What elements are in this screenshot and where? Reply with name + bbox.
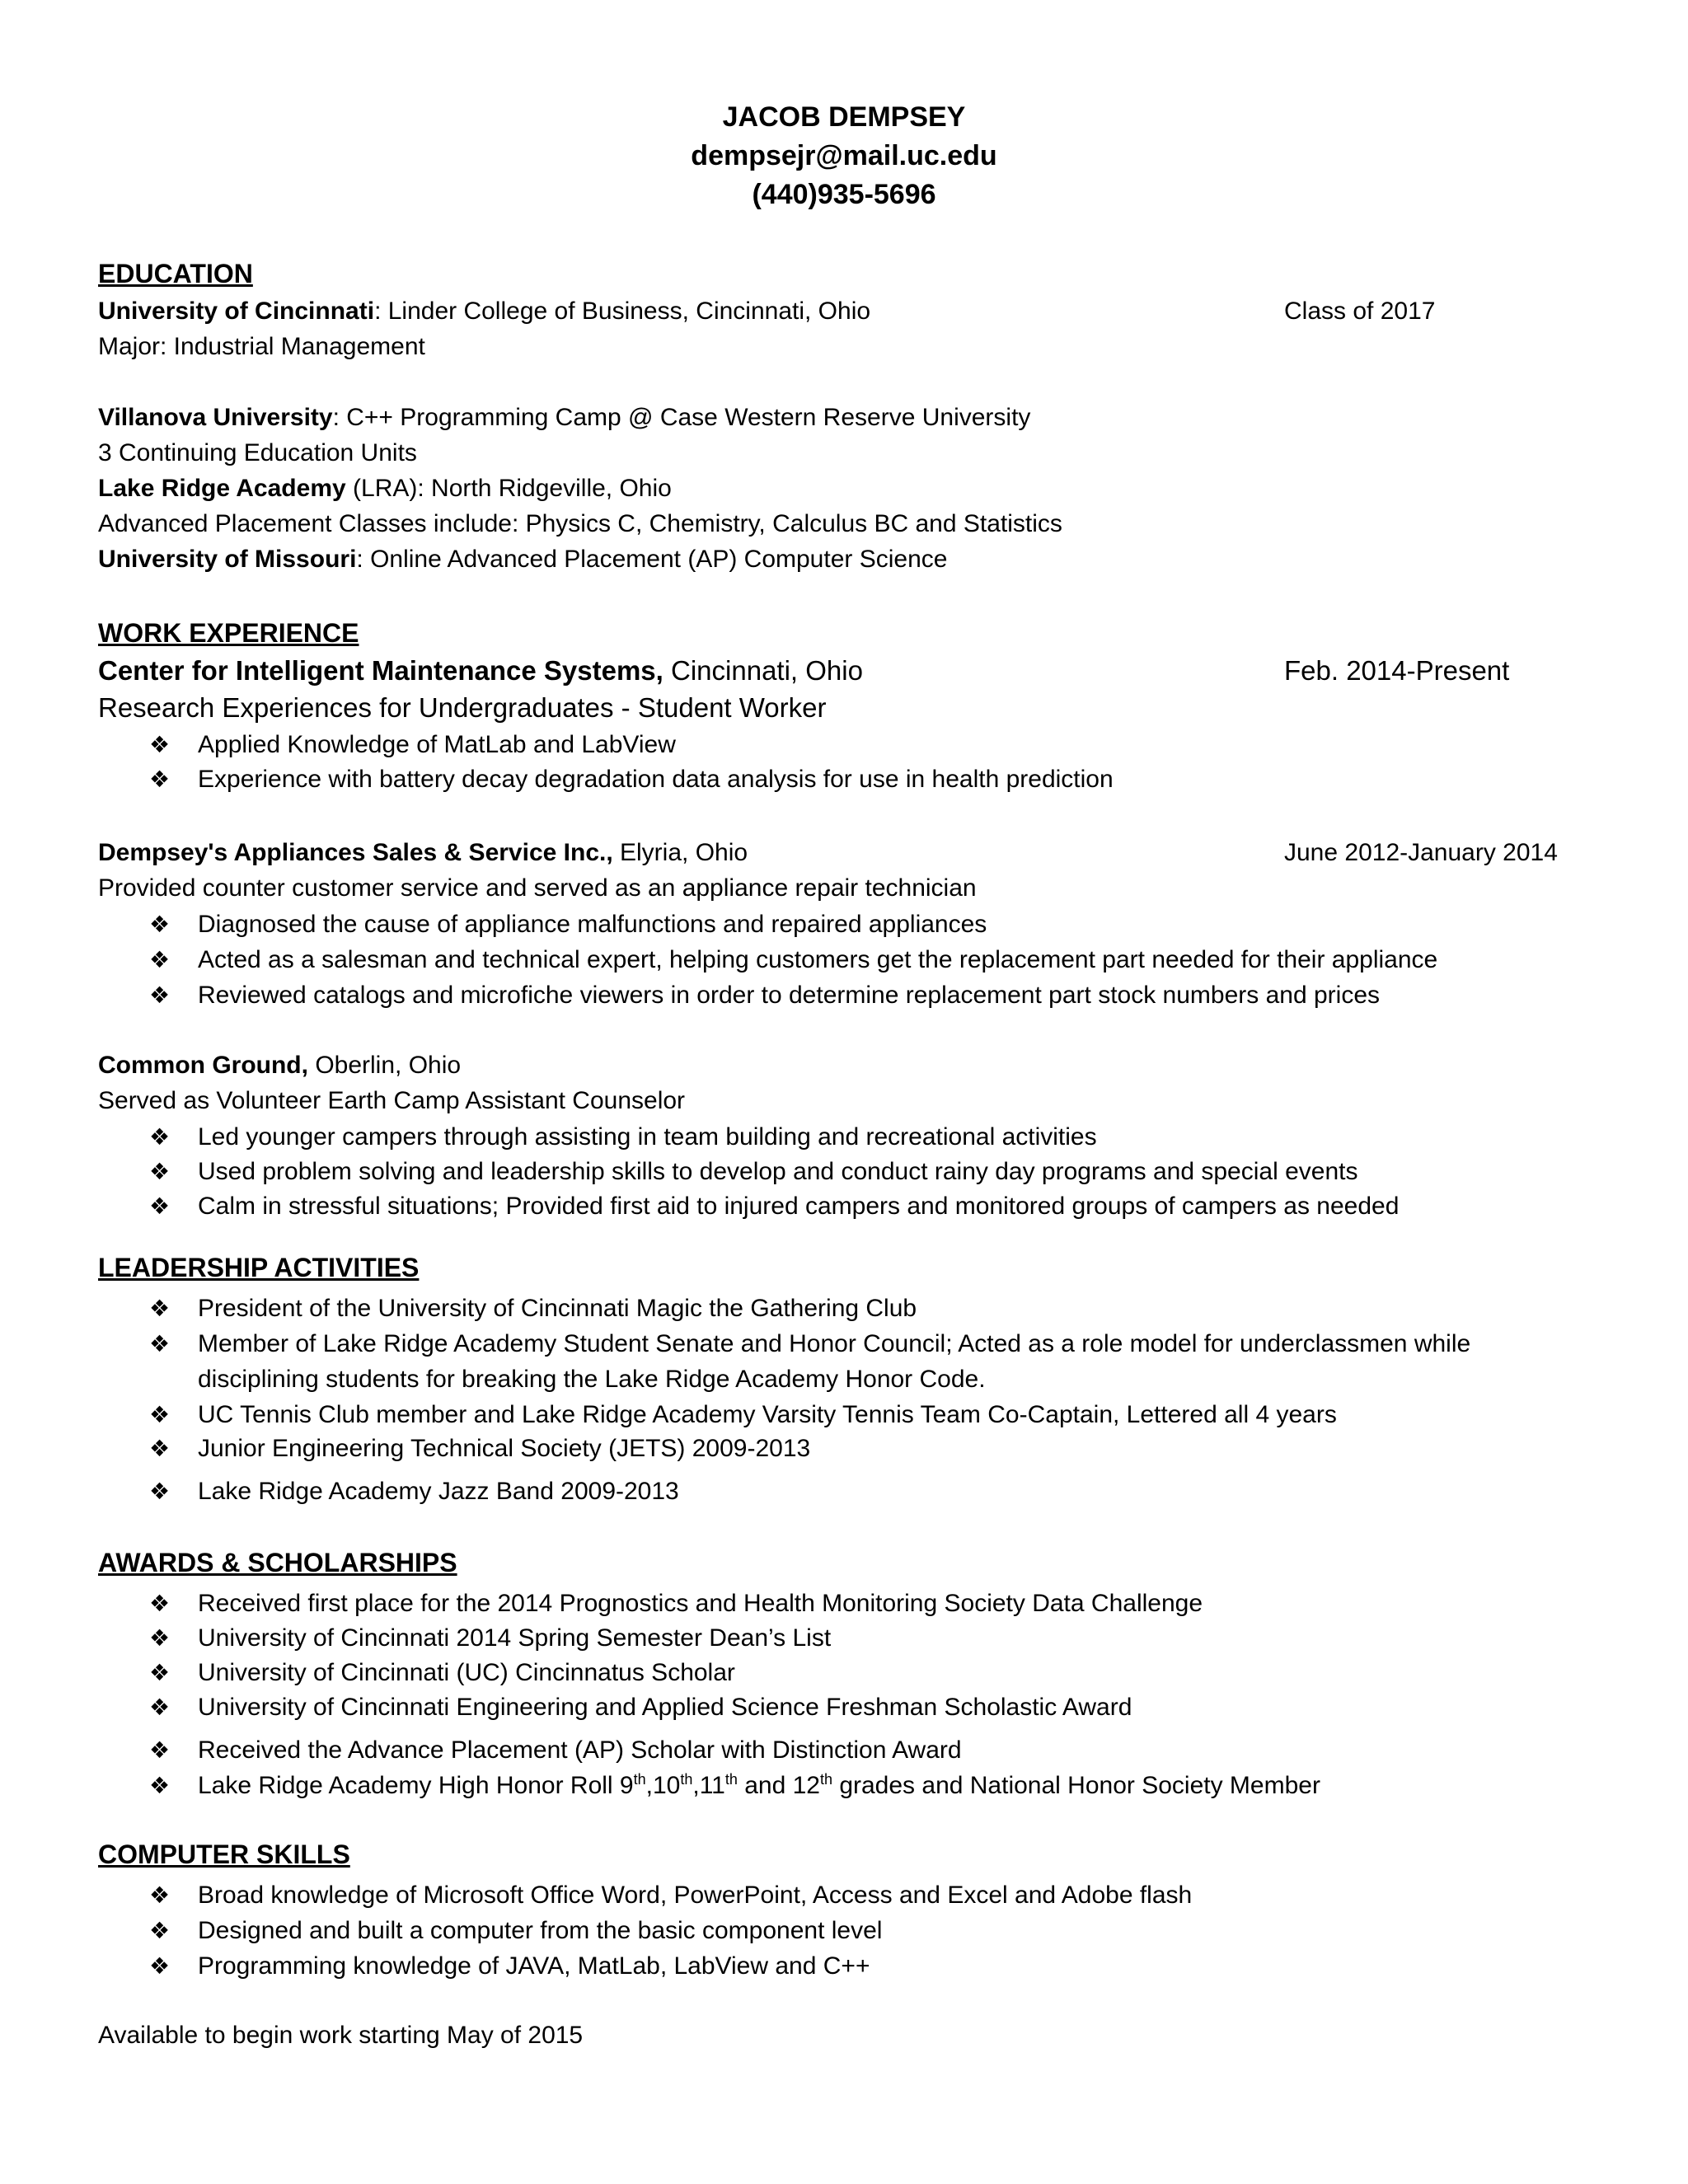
awards-bullet: University of Cincinnati Engineering and Applied Science Freshman Scholastic Award: [198, 1694, 1132, 1721]
job3-org: Common Ground,: [98, 1052, 308, 1079]
leadership-bullet: UC Tennis Club member and Lake Ridge Academy Varsity Tennis Team Co-Captain, Lettered all 4 years: [198, 1401, 1337, 1428]
education-heading: EDUCATION: [98, 259, 253, 288]
honor-roll-text: Lake Ridge Academy High Honor Roll 9: [198, 1772, 634, 1799]
honor-roll-text: ,10: [645, 1772, 681, 1799]
job1-role: Research Experiences for Undergraduates - Student Worker: [98, 692, 827, 723]
education-uc-line: [98, 295, 870, 328]
awards-bullet: University of Cincinnati (UC) Cincinnatus Scholar: [198, 1659, 735, 1686]
lra-detail: (LRA): North Ridgeville, Ohio: [345, 475, 672, 502]
bullet-icon: ❖: [149, 732, 171, 757]
education-mizzou-line: [98, 543, 947, 576]
leadership-bullet: Lake Ridge Academy Jazz Band 2009-2013: [198, 1478, 679, 1505]
bullet-icon: ❖: [149, 1625, 171, 1651]
major: Major: Industrial Management: [98, 333, 425, 360]
honor-roll-text: ,11: [692, 1772, 725, 1799]
bullet-icon: ❖: [149, 912, 171, 937]
job3-role: Served as Volunteer Earth Camp Assistant Counselor: [98, 1087, 686, 1114]
applicant-email: dempsejr@mail.uc.edu: [691, 140, 997, 171]
ap-classes: Advanced Placement Classes include: Physics C, Chemistry, Calculus BC and Statistics: [98, 510, 1062, 537]
bullet-icon: ❖: [149, 1193, 171, 1219]
bullet-icon: ❖: [149, 1296, 171, 1321]
job3-bullet: Calm in stressful situations; Provided first aid to injured campers and monitored groups of campers as needed: [198, 1193, 1400, 1220]
uc-detail: : Linder College of Business, Cincinnati, Ohio: [374, 298, 871, 325]
mizzou-school: University of Missouri: [98, 546, 357, 573]
uc-school: University of Cincinnati: [98, 298, 375, 325]
job1-date: Feb. 2014-Present: [1284, 655, 1510, 686]
bullet-icon: ❖: [149, 1918, 171, 1943]
ordinal-suffix: th: [819, 1771, 832, 1788]
bullet-icon: ❖: [149, 1660, 171, 1685]
job2-org: Dempsey's Appliances Sales & Service Inc.,: [98, 839, 613, 866]
bullet-icon: ❖: [149, 982, 171, 1008]
job3-location: Oberlin, Ohio: [307, 1052, 462, 1079]
availability-note: Available to begin work starting May of 2015: [98, 2022, 584, 2049]
villanova-detail: : C++ Programming Camp @ Case Western Reserve University: [332, 404, 1031, 431]
bullet-icon: ❖: [149, 947, 171, 972]
leadership-bullet: Member of Lake Ridge Academy Student Senate and Honor Council; Acted as a role model for underclassmen while disciplining students for breaking the Lake Ridge Academy Honor Code.: [198, 1330, 1471, 1393]
job2-bullet: Acted as a salesman and technical expert, helping customers get the replacement part needed for their appliance: [198, 946, 1438, 973]
job2-date: June 2012-January 2014: [1284, 839, 1558, 866]
job3-bullet: Led younger campers through assisting in team building and recreational activities: [198, 1123, 1097, 1151]
awards-bullet: University of Cincinnati 2014 Spring Semester Dean’s List: [198, 1624, 832, 1652]
job1-org: Center for Intelligent Maintenance Systems,: [98, 655, 663, 686]
job2-bullet: Reviewed catalogs and microfiche viewers in order to determine replacement part stock numbers and prices: [198, 982, 1381, 1009]
computer-bullet: Designed and built a computer from the basic component level: [198, 1917, 883, 1944]
awards-bullet: Received the Advance Placement (AP) Scholar with Distinction Award: [198, 1736, 962, 1764]
job1-line: [98, 654, 863, 687]
computer-heading: COMPUTER SKILLS: [98, 1840, 350, 1869]
bullet-icon: ❖: [149, 1591, 171, 1616]
job1-bullet: Experience with battery decay degradation data analysis for use in health prediction: [198, 766, 1114, 793]
job3-line: [98, 1049, 461, 1082]
bullet-icon: ❖: [149, 1124, 171, 1150]
ordinal-suffix: th: [633, 1771, 646, 1788]
uc-date: Class of 2017: [1284, 298, 1436, 325]
job1-bullet: Applied Knowledge of MatLab and LabView: [198, 731, 676, 758]
leadership-heading: LEADERSHIP ACTIVITIES: [98, 1253, 420, 1282]
awards-heading: AWARDS & SCHOLARSHIPS: [98, 1548, 457, 1577]
job2-location: Elyria, Ohio: [612, 839, 748, 866]
job2-bullet: Diagnosed the cause of appliance malfunctions and repaired appliances: [198, 911, 987, 938]
job1-location: Cincinnati, Ohio: [663, 655, 863, 686]
bullet-icon: ❖: [149, 1159, 171, 1184]
bullet-icon: ❖: [149, 766, 171, 792]
awards-bullet: Received first place for the 2014 Prognostics and Health Monitoring Society Data Challenge: [198, 1590, 1203, 1617]
bullet-icon: ❖: [149, 1402, 171, 1427]
leadership-bullet: President of the University of Cincinnati Magic the Gathering Club: [198, 1295, 917, 1322]
work-heading: WORK EXPERIENCE: [98, 618, 359, 648]
ordinal-suffix: th: [724, 1771, 738, 1788]
ordinal-suffix: th: [680, 1771, 693, 1788]
leadership-bullet: Junior Engineering Technical Society (JETS) 2009-2013: [198, 1435, 811, 1462]
bullet-icon: ❖: [149, 1694, 171, 1720]
bullet-icon: ❖: [149, 1773, 171, 1798]
bullet-icon: ❖: [149, 1479, 171, 1504]
bullet-icon: ❖: [149, 1331, 171, 1357]
honor-roll-text: grades and National Honor Society Member: [832, 1772, 1320, 1799]
bullet-icon: ❖: [149, 1953, 171, 1979]
education-lra-line: [98, 472, 672, 505]
awards-honor-roll: [198, 1768, 1320, 1803]
job2-role: Provided counter customer service and served as an appliance repair technician: [98, 874, 977, 902]
computer-bullet: Programming knowledge of JAVA, MatLab, LabView and C++: [198, 1952, 870, 1980]
education-villanova-line: [98, 401, 1030, 434]
bullet-icon: ❖: [149, 1436, 171, 1461]
continuing-education: 3 Continuing Education Units: [98, 439, 417, 466]
applicant-phone: (440)935-5696: [752, 179, 936, 210]
applicant-name: JACOB DEMPSEY: [722, 101, 966, 133]
lra-school: Lake Ridge Academy: [98, 475, 346, 502]
bullet-icon: ❖: [149, 1737, 171, 1763]
bullet-icon: ❖: [149, 1882, 171, 1908]
honor-roll-text: and 12: [737, 1772, 820, 1799]
job3-bullet: Used problem solving and leadership skills to develop and conduct rainy day programs and special events: [198, 1158, 1358, 1185]
mizzou-detail: : Online Advanced Placement (AP) Computer Science: [356, 546, 948, 573]
computer-bullet: Broad knowledge of Microsoft Office Word, PowerPoint, Access and Excel and Adobe flash: [198, 1882, 1193, 1909]
job2-line: [98, 837, 748, 869]
villanova-school: Villanova University: [98, 404, 333, 431]
